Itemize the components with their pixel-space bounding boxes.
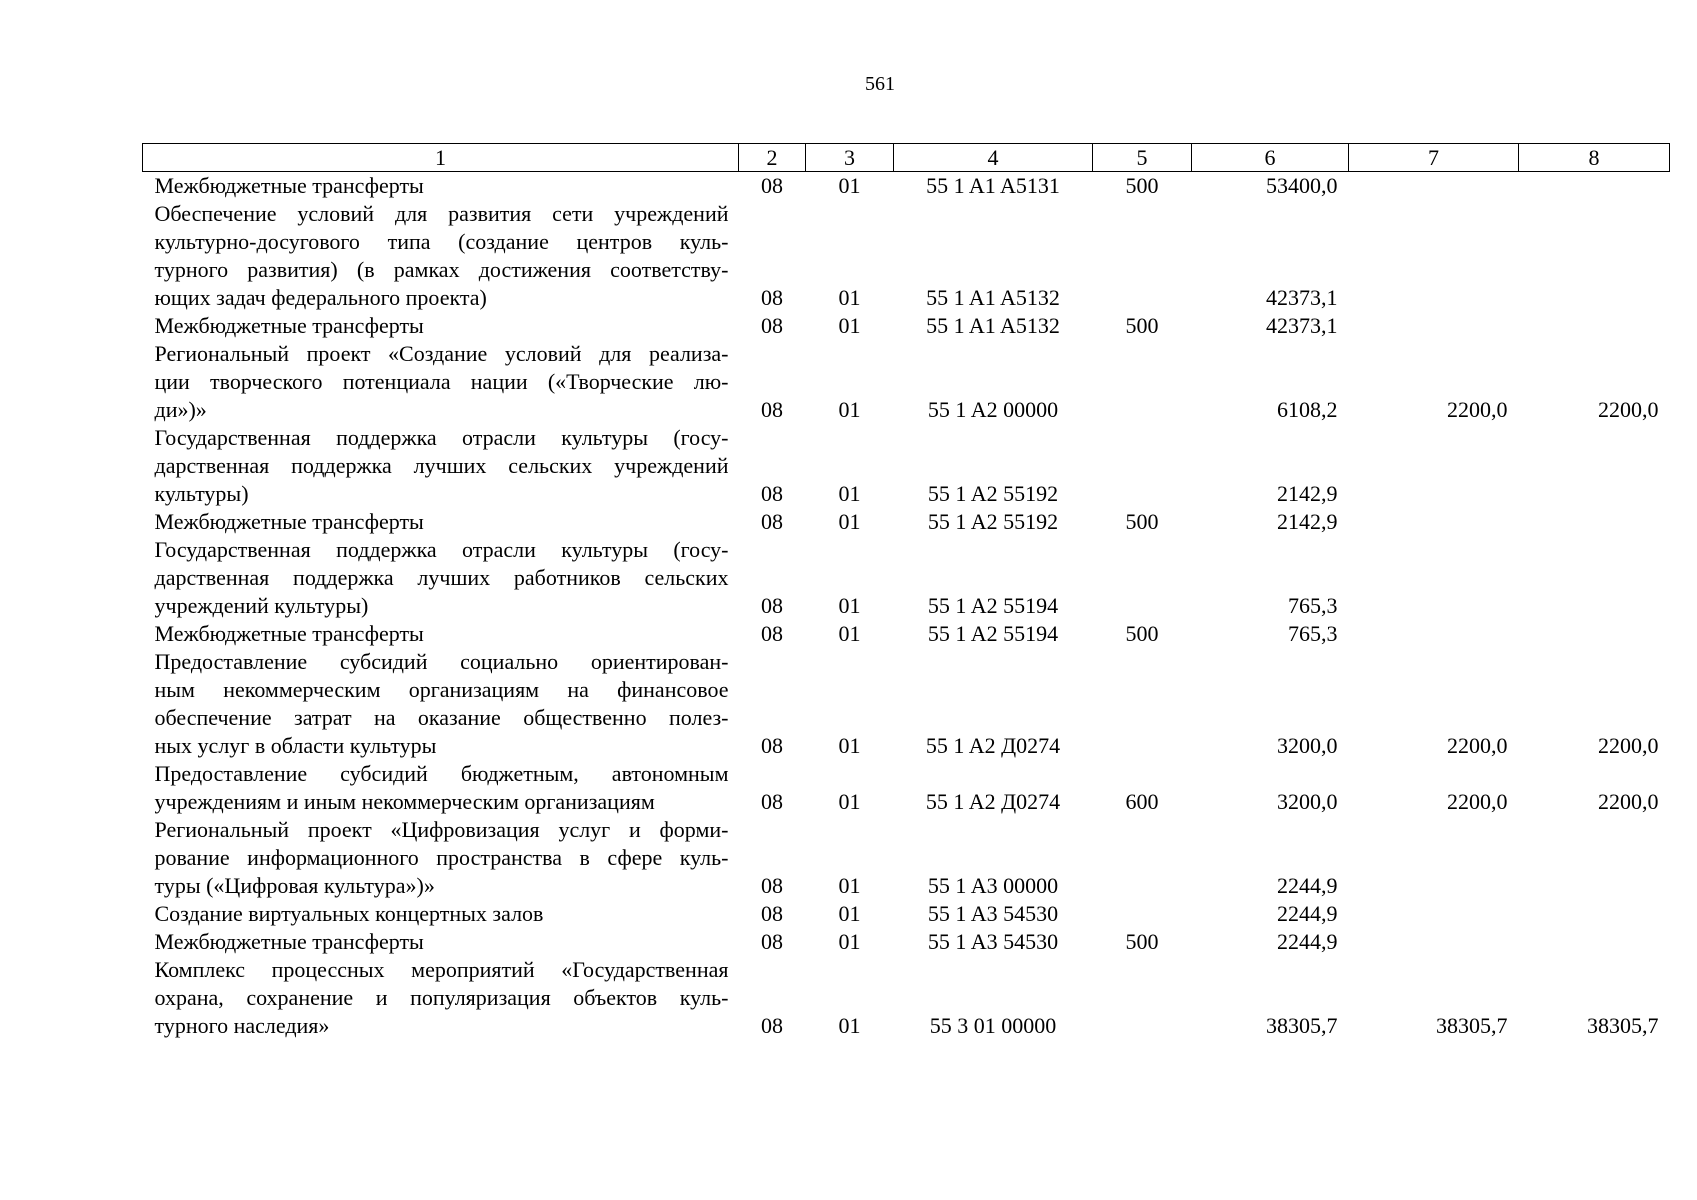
subsection-code-cell: 01 xyxy=(838,733,861,758)
amount-col8-cell: 2200,0 xyxy=(1598,733,1659,758)
row-name-line: охрана, сохранение и популяризация объектов куль- xyxy=(154,985,729,1010)
column-header-4: 4 xyxy=(894,144,1093,172)
amount-col6-cell: 53400,0 xyxy=(1266,173,1338,198)
amount-col6-cell: 765,3 xyxy=(1288,593,1338,618)
subsection-code-cell: 01 xyxy=(838,173,861,198)
row-name-cell xyxy=(143,312,739,340)
expense-type-cell: 500 xyxy=(1125,173,1159,198)
section-code-cell: 08 xyxy=(761,901,783,926)
row-name-cell xyxy=(143,536,739,620)
amount-col6-cell: 42373,1 xyxy=(1266,313,1338,338)
amount-col7-cell xyxy=(1349,536,1519,620)
table-row xyxy=(143,816,1670,900)
expense-type-cell: 500 xyxy=(1125,621,1159,646)
row-name-line: Межбюджетные трансферты xyxy=(154,509,424,534)
target-article-cell: 55 1 A2 Д0274 xyxy=(925,789,1061,814)
target-article-cell: 55 1 A1 A5131 xyxy=(926,173,1060,198)
row-name-line: Межбюджетные трансферты xyxy=(154,929,424,954)
row-name-line: рование информационного пространства в сфере куль- xyxy=(154,845,729,870)
amount-col7-cell: 2200,0 xyxy=(1447,733,1508,758)
row-name-cell xyxy=(143,620,739,648)
row-name-line: Государственная поддержка отрасли культуры (госу- xyxy=(154,537,729,562)
section-code-cell: 08 xyxy=(761,733,783,758)
column-header-2: 2 xyxy=(739,144,806,172)
amount-col7-cell: 2200,0 xyxy=(1447,789,1508,814)
section-code-cell: 08 xyxy=(761,929,783,954)
target-article-cell: 55 1 A2 55194 xyxy=(927,621,1059,646)
expense-type-cell xyxy=(1093,424,1192,508)
row-name-cell xyxy=(143,424,739,508)
amount-col6-cell: 6108,2 xyxy=(1277,397,1338,422)
amount-col6-cell: 2142,9 xyxy=(1277,481,1338,506)
amount-col8-cell xyxy=(1519,816,1670,900)
row-name-line: ных услуг в области культуры xyxy=(154,733,437,758)
row-name-line: Предоставление субсидий социально ориентирован- xyxy=(154,649,729,674)
section-code-cell: 08 xyxy=(761,1013,783,1038)
row-name-line: Обеспечение условий для развития сети учреждений xyxy=(154,201,729,226)
row-name-line: дарственная поддержка лучших работников сельских xyxy=(154,565,729,590)
expense-type-cell xyxy=(1093,648,1192,760)
table-body xyxy=(143,172,1670,1041)
table-row xyxy=(143,900,1670,928)
target-article-cell: 55 1 A3 54530 xyxy=(927,901,1059,926)
amount-col7-cell: 38305,7 xyxy=(1436,1013,1508,1038)
amount-col8-cell xyxy=(1519,312,1670,340)
section-code-cell: 08 xyxy=(761,173,783,198)
row-name-cell xyxy=(143,648,739,760)
row-name-cell xyxy=(143,200,739,312)
amount-col8-cell xyxy=(1519,536,1670,620)
amount-col8-cell xyxy=(1519,900,1670,928)
budget-table xyxy=(142,143,1670,1040)
table-header-row xyxy=(143,144,1670,172)
amount-col6-cell: 3200,0 xyxy=(1277,733,1338,758)
row-name-line: Региональный проект «Цифровизация услуг и форми- xyxy=(154,817,729,842)
row-name-line: учреждениям и иным некоммерческим организациям xyxy=(154,789,655,814)
column-header-7: 7 xyxy=(1349,144,1519,172)
subsection-code-cell: 01 xyxy=(838,789,861,814)
amount-col8-cell xyxy=(1519,424,1670,508)
table-row xyxy=(143,620,1670,648)
section-code-cell: 08 xyxy=(761,789,783,814)
row-name-line: Создание виртуальных концертных залов xyxy=(154,901,544,926)
expense-type-cell xyxy=(1093,200,1192,312)
expense-type-cell: 500 xyxy=(1125,313,1159,338)
column-header-8: 8 xyxy=(1519,144,1670,172)
amount-col6-cell: 2244,9 xyxy=(1277,901,1338,926)
amount-col6-cell: 765,3 xyxy=(1288,621,1338,646)
row-name-cell xyxy=(143,340,739,424)
amount-col8-cell xyxy=(1519,620,1670,648)
amount-col6-cell: 2142,9 xyxy=(1277,509,1338,534)
target-article-cell: 55 1 A3 54530 xyxy=(927,929,1059,954)
target-article-cell: 55 3 01 00000 xyxy=(929,1013,1057,1038)
amount-col7-cell xyxy=(1349,816,1519,900)
amount-col6-cell: 3200,0 xyxy=(1277,789,1338,814)
amount-col7-cell xyxy=(1349,508,1519,536)
row-name-cell xyxy=(143,900,739,928)
subsection-code-cell: 01 xyxy=(838,621,861,646)
row-name-line: ции творческого потенциала нации («Творческие лю- xyxy=(154,369,729,394)
section-code-cell: 08 xyxy=(761,285,783,310)
row-name-line: Межбюджетные трансферты xyxy=(154,173,424,198)
target-article-cell: 55 1 A2 55194 xyxy=(927,593,1059,618)
table-row xyxy=(143,340,1670,424)
expense-type-cell xyxy=(1093,900,1192,928)
amount-col7-cell xyxy=(1349,424,1519,508)
table-row xyxy=(143,424,1670,508)
row-name-cell xyxy=(143,508,739,536)
amount-col7-cell xyxy=(1349,928,1519,956)
amount-col6-cell: 2244,9 xyxy=(1277,929,1338,954)
amount-col8-cell: 38305,7 xyxy=(1587,1013,1659,1038)
subsection-code-cell: 01 xyxy=(838,397,861,422)
amount-col7-cell xyxy=(1349,200,1519,312)
expense-type-cell xyxy=(1093,816,1192,900)
column-header-1: 1 xyxy=(143,144,739,172)
amount-col7-cell xyxy=(1349,620,1519,648)
row-name-cell xyxy=(143,816,739,900)
subsection-code-cell: 01 xyxy=(838,873,861,898)
row-name-line: ющих задач федерального проекта) xyxy=(154,285,487,310)
row-name-line: культуры) xyxy=(154,481,249,506)
amount-col6-cell: 42373,1 xyxy=(1266,285,1338,310)
expense-type-cell: 600 xyxy=(1125,789,1159,814)
table-row xyxy=(143,200,1670,312)
row-name-cell xyxy=(143,956,739,1040)
section-code-cell: 08 xyxy=(761,313,783,338)
target-article-cell: 55 1 A2 55192 xyxy=(927,509,1059,534)
expense-type-cell xyxy=(1093,340,1192,424)
target-article-cell: 55 1 A1 A5132 xyxy=(926,285,1060,310)
row-name-cell xyxy=(143,172,739,201)
page-number: 561 xyxy=(865,73,895,95)
row-name-line: дарственная поддержка лучших сельских учреждений xyxy=(154,453,729,478)
section-code-cell: 08 xyxy=(761,593,783,618)
row-name-line: учреждений культуры) xyxy=(154,593,369,618)
row-name-line: туры («Цифровая культура»)» xyxy=(154,873,435,898)
column-header-3: 3 xyxy=(806,144,894,172)
amount-col8-cell xyxy=(1519,508,1670,536)
target-article-cell: 55 1 A1 A5132 xyxy=(926,313,1060,338)
amount-col6-cell: 2244,9 xyxy=(1277,873,1338,898)
amount-col8-cell: 2200,0 xyxy=(1598,397,1659,422)
amount-col6-cell: 38305,7 xyxy=(1266,1013,1338,1038)
amount-col7-cell: 2200,0 xyxy=(1447,397,1508,422)
subsection-code-cell: 01 xyxy=(838,1013,861,1038)
section-code-cell: 08 xyxy=(761,397,783,422)
table-row xyxy=(143,648,1670,760)
column-header-5: 5 xyxy=(1093,144,1192,172)
row-name-line: обеспечение затрат на оказание общественно полез- xyxy=(154,705,729,730)
row-name-line: ным некоммерческим организациям на финансовое xyxy=(154,677,729,702)
subsection-code-cell: 01 xyxy=(838,313,861,338)
table-row xyxy=(143,760,1670,816)
section-code-cell: 08 xyxy=(761,481,783,506)
expense-type-cell xyxy=(1093,536,1192,620)
table-row xyxy=(143,928,1670,956)
expense-type-cell: 500 xyxy=(1125,929,1159,954)
amount-col8-cell xyxy=(1519,200,1670,312)
target-article-cell: 55 1 A2 55192 xyxy=(927,481,1059,506)
section-code-cell: 08 xyxy=(761,873,783,898)
row-name-line: культурно-досугового типа (создание центров куль- xyxy=(154,229,729,254)
amount-col7-cell xyxy=(1349,312,1519,340)
row-name-line: Комплекс процессных мероприятий «Государственная xyxy=(154,957,729,982)
row-name-line: Предоставление субсидий бюджетным, автономным xyxy=(154,761,729,786)
expense-type-cell: 500 xyxy=(1125,509,1159,534)
column-header-6: 6 xyxy=(1192,144,1349,172)
amount-col8-cell xyxy=(1519,172,1670,201)
section-code-cell: 08 xyxy=(761,621,783,646)
table-row xyxy=(143,172,1670,201)
subsection-code-cell: 01 xyxy=(838,481,861,506)
amount-col8-cell: 2200,0 xyxy=(1598,789,1659,814)
target-article-cell: 55 1 A3 00000 xyxy=(927,873,1059,898)
target-article-cell: 55 1 A2 00000 xyxy=(927,397,1059,422)
row-name-line: Межбюджетные трансферты xyxy=(154,621,424,646)
table-row xyxy=(143,536,1670,620)
amount-col7-cell xyxy=(1349,172,1519,201)
row-name-line: турного развития) (в рамках достижения соответству- xyxy=(154,257,729,282)
target-article-cell: 55 1 A2 Д0274 xyxy=(925,733,1061,758)
subsection-code-cell: 01 xyxy=(838,509,861,534)
table-row xyxy=(143,312,1670,340)
row-name-line: ди»)» xyxy=(154,397,207,422)
row-name-cell xyxy=(143,928,739,956)
row-name-cell xyxy=(143,760,739,816)
subsection-code-cell: 01 xyxy=(838,901,861,926)
amount-col8-cell xyxy=(1519,928,1670,956)
expense-type-cell xyxy=(1093,956,1192,1040)
amount-col7-cell xyxy=(1349,900,1519,928)
subsection-code-cell: 01 xyxy=(838,593,861,618)
row-name-line: турного наследия» xyxy=(154,1013,330,1038)
row-name-line: Государственная поддержка отрасли культуры (госу- xyxy=(154,425,729,450)
subsection-code-cell: 01 xyxy=(838,285,861,310)
subsection-code-cell: 01 xyxy=(838,929,861,954)
table-row xyxy=(143,508,1670,536)
row-name-line: Межбюджетные трансферты xyxy=(154,313,424,338)
row-name-line: Региональный проект «Создание условий для реализа- xyxy=(154,341,729,366)
section-code-cell: 08 xyxy=(761,509,783,534)
table-row xyxy=(143,956,1670,1040)
